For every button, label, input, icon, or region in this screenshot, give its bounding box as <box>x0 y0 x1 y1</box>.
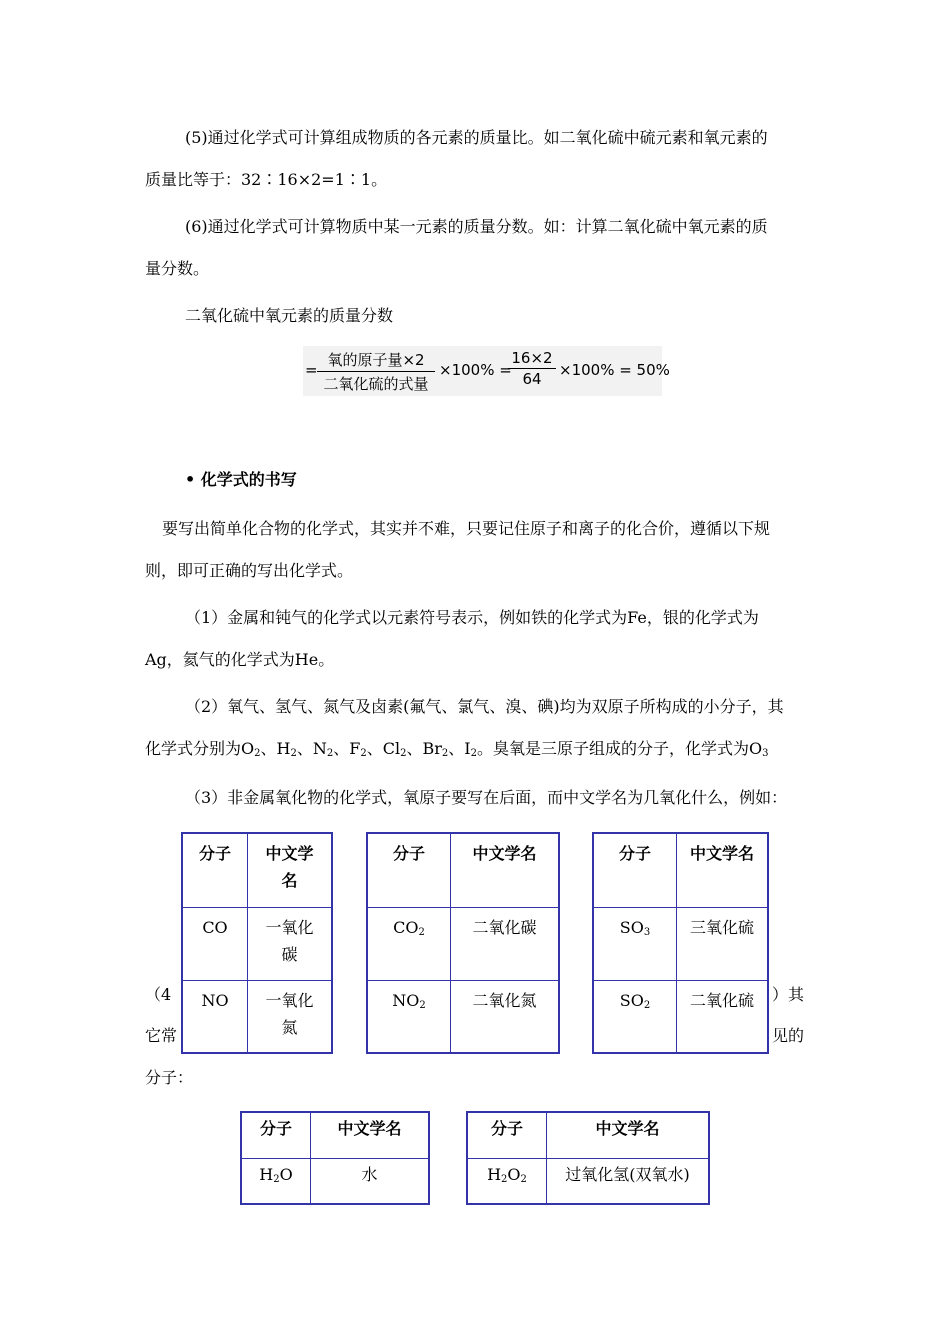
oxide-table-3 <box>592 832 769 1054</box>
mass-fraction-label: 二氧化硫中氧元素的质量分数 <box>185 306 394 325</box>
intro-line2: 则，即可正确的写出化学式。 <box>145 561 354 580</box>
rule2-text-b: 、H <box>260 739 291 758</box>
table-cell-formula: CO <box>182 907 248 980</box>
table-header-name: 中文学名 <box>311 1112 430 1158</box>
table-header-molecule: 分子 <box>467 1112 547 1158</box>
formula-fraction-1-numerator: 氧的原子量×2 <box>327 351 425 369</box>
table-header-name <box>248 833 333 907</box>
header-name-part-b: 名 <box>281 871 298 890</box>
formula-times-2: ×100% = 50% <box>559 361 670 379</box>
subscript: 2 <box>326 748 334 759</box>
rule1-line1: （1）金属和钝气的化学式以元素符号表示，例如铁的化学式为Fe，银的化学式为 <box>185 608 759 627</box>
name-part-b: 氮 <box>281 1017 298 1037</box>
rule2-text-d: 、F <box>333 739 361 758</box>
formula-base: SO <box>619 917 644 937</box>
table-header-molecule: 分子 <box>182 833 248 907</box>
rule4-left-a: （4 <box>145 985 172 1004</box>
formula-fraction-2 <box>508 349 556 388</box>
table-cell-formula <box>367 907 451 980</box>
formula-part-b: O <box>507 1164 521 1184</box>
subscript: 3 <box>762 748 769 759</box>
formula-base: NO <box>392 990 420 1010</box>
rule2-text-f: 、Br <box>406 739 442 758</box>
formula-fraction-2-bar <box>508 368 556 369</box>
rule2-text-g: 、I <box>448 739 471 758</box>
molecule-table-water <box>240 1111 430 1205</box>
formula-base: SO <box>619 990 644 1010</box>
mass-fraction-formula <box>303 346 670 396</box>
rule2-text-e: 、Cl <box>366 739 401 758</box>
table-header-name: 中文学名 <box>451 833 560 907</box>
formula-subscript: 2 <box>418 926 425 938</box>
table-cell-formula <box>593 907 677 980</box>
table-cell-name: 三氧化硫 <box>677 907 769 980</box>
table-header-molecule: 分子 <box>367 833 451 907</box>
name-part-a: 一氧化 <box>265 917 314 937</box>
name-part-b: 碳 <box>281 944 298 964</box>
subscript: 2 <box>360 748 367 759</box>
rule4-tail: 分子： <box>145 1068 194 1087</box>
formula-base: CO <box>393 917 419 937</box>
formula-subscript: 3 <box>643 926 651 938</box>
formula-part-a: H <box>487 1164 502 1184</box>
rule2-line2 <box>145 739 768 764</box>
para-5-line1: (5)通过化学式可计算组成物质的各元素的质量比。如二氧化硫中硫元素和氧元素的 <box>185 128 768 147</box>
table-cell-name: 二氧化碳 <box>451 907 560 980</box>
para-6-line2: 量分数。 <box>145 259 210 278</box>
table-cell-name: 水 <box>311 1158 430 1204</box>
rule4-left-b: 它常 <box>145 1026 178 1045</box>
table-cell-name <box>248 980 333 1053</box>
table-header-name: 中文学名 <box>547 1112 710 1158</box>
formula-part-a: H <box>259 1164 274 1184</box>
formula-fraction-2-denominator: 64 <box>522 370 542 388</box>
formula-fraction-2-numerator: 16×2 <box>511 349 553 367</box>
rule3: （3）非金属氧化物的化学式，氧原子要写在后面，而中文学名为几氧化什么，例如： <box>185 788 788 807</box>
rule2-line1: （2）氧气、氢气、氮气及卤素(氟气、氯气、溴、碘)均为双原子所构成的小分子，其 <box>185 697 784 716</box>
rule2-text-h: 。臭氧是三原子组成的分子，化学式为O <box>476 739 763 758</box>
formula-part-b: O <box>279 1164 293 1184</box>
subscript: 2 <box>400 748 407 759</box>
formula-subscript: 2 <box>520 1173 527 1185</box>
formula-fraction-1-bar <box>317 371 435 372</box>
oxide-table-2 <box>366 832 560 1054</box>
formula-subscript: 2 <box>273 1173 280 1185</box>
intro-line1: 要写出简单化合物的化学式，其实并不难，只要记住原子和离子的化合价，遵循以下规 <box>162 519 771 538</box>
subscript: 2 <box>441 748 449 759</box>
formula-fraction-1-denominator: 二氧化硫的式量 <box>323 375 429 393</box>
section-title: • 化学式的书写 <box>185 470 297 489</box>
rule4-right-a: ）其 <box>772 985 805 1004</box>
rule2-text-a: 化学式分别为O <box>145 739 255 758</box>
formula-subscript: 2 <box>643 999 651 1011</box>
rule2-text-c: 、N <box>296 739 327 758</box>
para-6-line1: (6)通过化学式可计算物质中某一元素的质量分数。如：计算二氧化硫中氧元素的质 <box>185 217 768 236</box>
table-cell-name: 二氧化氮 <box>451 980 560 1053</box>
header-name-part-a: 中文学 <box>265 844 314 863</box>
table-cell-formula <box>241 1158 311 1204</box>
subscript: 2 <box>254 748 261 759</box>
subscript: 2 <box>290 748 297 759</box>
rule1-line2: Ag，氦气的化学式为He。 <box>145 650 335 669</box>
table-header-name: 中文学名 <box>677 833 769 907</box>
subscript: 2 <box>470 748 477 759</box>
table-header-molecule: 分子 <box>241 1112 311 1158</box>
molecule-table-peroxide <box>466 1111 710 1205</box>
name-part-a: 一氧化 <box>265 990 314 1010</box>
rule4-right-b: 见的 <box>772 1026 805 1045</box>
formula-fraction-1 <box>317 349 435 394</box>
table-cell-name: 二氧化硫 <box>677 980 769 1053</box>
table-cell-formula <box>367 980 451 1053</box>
oxide-table-1 <box>181 832 333 1054</box>
table-cell-name: 过氧化氢(双氧水) <box>547 1158 710 1204</box>
table-cell-name <box>248 907 333 980</box>
formula-subscript: 2 <box>501 1173 508 1185</box>
formula-equals: = <box>305 361 318 379</box>
para-5-line2: 质量比等于：32∶16×2=1∶1。 <box>145 170 388 189</box>
table-cell-formula: NO <box>182 980 248 1053</box>
table-header-molecule: 分子 <box>593 833 677 907</box>
formula-times-1: ×100% = <box>439 361 512 379</box>
table-cell-formula <box>467 1158 547 1204</box>
formula-subscript: 2 <box>419 999 426 1011</box>
table-cell-formula <box>593 980 677 1053</box>
